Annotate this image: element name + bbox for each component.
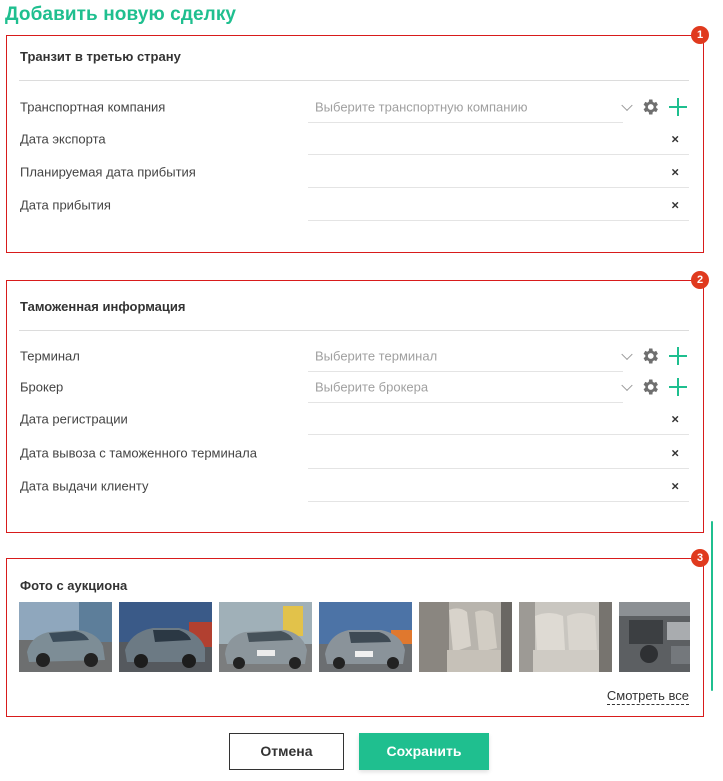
select-placeholder: Выберите транспортную компанию — [315, 99, 528, 114]
export-date-row — [19, 122, 689, 155]
auction-photo[interactable] — [219, 602, 312, 672]
arrival-date-row — [19, 188, 689, 221]
arrival-date-field[interactable] — [308, 188, 689, 221]
select-placeholder: Выберите терминал — [315, 348, 438, 363]
client-delivery-date-row — [19, 469, 689, 502]
auction-photo[interactable] — [419, 602, 512, 672]
broker-select[interactable] — [308, 370, 689, 403]
clear-icon[interactable]: × — [671, 164, 679, 179]
clear-icon[interactable]: × — [671, 411, 679, 426]
transport-company-select[interactable] — [308, 90, 689, 123]
section-heading: Фото с аукциона — [20, 578, 128, 593]
transport-company-row — [19, 90, 689, 123]
auction-photo[interactable] — [19, 602, 112, 672]
scrollbar-thumb[interactable] — [711, 521, 713, 691]
field-label: Дата вывоза с таможенного терминала — [20, 445, 257, 460]
auction-photo[interactable] — [119, 602, 212, 672]
divider — [19, 80, 689, 81]
clear-icon[interactable]: × — [671, 478, 679, 493]
broker-row — [19, 370, 689, 403]
section-heading: Транзит в третью страну — [20, 49, 181, 64]
plus-icon[interactable] — [669, 378, 687, 396]
field-label: Планируемая дата прибытия — [20, 164, 196, 179]
see-all-link[interactable]: Смотреть все — [606, 688, 689, 703]
chevron-down-icon[interactable] — [621, 99, 632, 110]
save-button[interactable]: Сохранить — [359, 733, 489, 770]
terminal-removal-date-field[interactable] — [308, 436, 689, 469]
clear-icon[interactable]: × — [671, 445, 679, 460]
divider — [19, 330, 689, 331]
plus-icon[interactable] — [669, 98, 687, 116]
section-customs — [6, 274, 704, 533]
section-transit — [6, 29, 704, 253]
field-label: Транспортная компания — [20, 99, 166, 114]
planned-arrival-date-row — [19, 155, 689, 188]
section-heading: Таможенная информация — [20, 299, 186, 314]
terminal-row — [19, 339, 689, 372]
field-label: Дата экспорта — [20, 131, 106, 146]
planned-arrival-date-field[interactable] — [308, 155, 689, 188]
registration-date-row — [19, 402, 689, 435]
auction-photo[interactable] — [619, 602, 690, 672]
cancel-button[interactable]: Отмена — [229, 733, 344, 770]
photo-strip — [19, 602, 690, 672]
gear-icon[interactable] — [640, 377, 660, 397]
terminal-select[interactable] — [308, 339, 689, 372]
plus-icon[interactable] — [669, 347, 687, 365]
clear-icon[interactable]: × — [671, 131, 679, 146]
terminal-removal-date-row — [19, 436, 689, 469]
client-delivery-date-field[interactable] — [308, 469, 689, 502]
chevron-down-icon[interactable] — [621, 348, 632, 359]
clear-icon[interactable]: × — [671, 197, 679, 212]
field-label: Дата прибытия — [20, 197, 111, 212]
select-placeholder: Выберите брокера — [315, 379, 429, 394]
auction-photo[interactable] — [319, 602, 412, 672]
registration-date-field[interactable] — [308, 402, 689, 435]
field-underline — [308, 501, 689, 502]
field-label: Дата выдачи клиенту — [20, 478, 149, 493]
field-label: Терминал — [20, 348, 80, 363]
field-label: Брокер — [20, 379, 64, 394]
field-label: Дата регистрации — [20, 411, 128, 426]
field-underline — [308, 220, 689, 221]
annotation-badge: 1 — [691, 26, 709, 44]
auction-photo[interactable] — [519, 602, 612, 672]
annotation-badge: 2 — [691, 271, 709, 289]
page-title: Добавить новую сделку — [5, 4, 237, 25]
field-underline — [308, 434, 689, 435]
export-date-field[interactable] — [308, 122, 689, 155]
annotation-badge: 3 — [691, 549, 709, 567]
gear-icon[interactable] — [640, 346, 660, 366]
gear-icon[interactable] — [640, 97, 660, 117]
chevron-down-icon[interactable] — [621, 379, 632, 390]
section-auction-photos — [6, 552, 704, 717]
